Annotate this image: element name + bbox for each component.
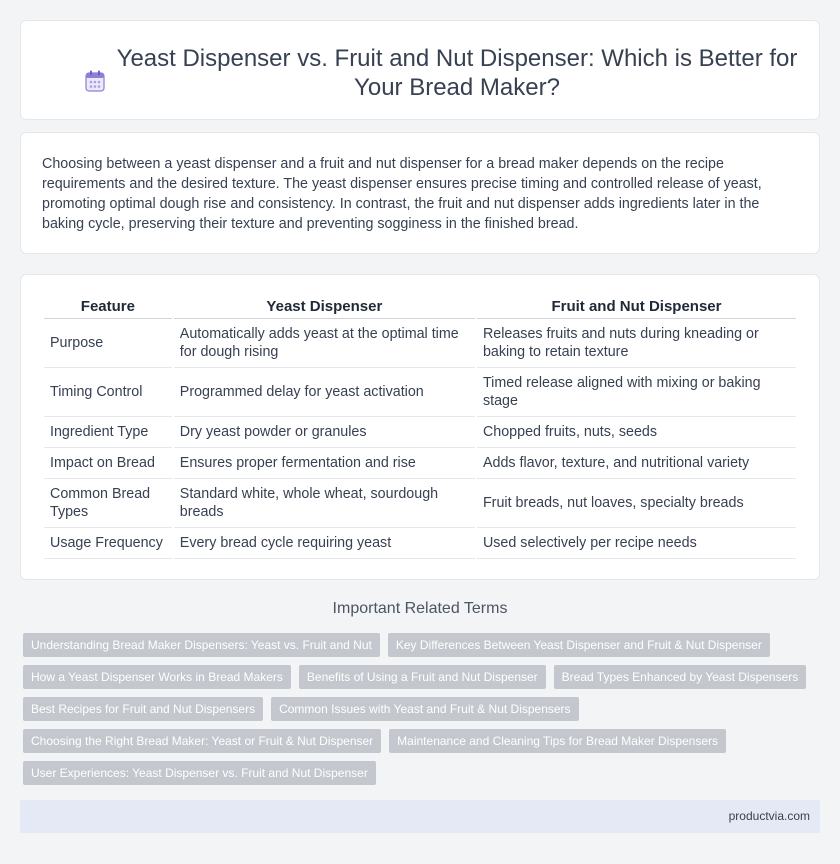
related-terms-heading: Important Related Terms	[332, 600, 508, 617]
table-header-row	[44, 295, 796, 319]
related-term-link[interactable]: Common Issues with Yeast and Fruit & Nut Dispensers	[271, 697, 578, 721]
header-fruit-nut-dispenser: Fruit and Nut Dispenser	[477, 295, 796, 319]
calendar-icon	[85, 70, 105, 92]
cell-fruit-nut: Releases fruits and nuts during kneading or baking to retain texture	[477, 319, 796, 368]
cell-yeast: Every bread cycle requiring yeast	[174, 528, 475, 559]
site-link[interactable]: productvia.com	[728, 809, 810, 823]
related-term-link[interactable]: User Experiences: Yeast Dispenser vs. Fruit and Nut Dispenser	[23, 761, 376, 785]
header-feature: Feature	[44, 295, 172, 319]
title-card	[20, 20, 820, 120]
cell-yeast: Automatically adds yeast at the optimal time for dough rising	[174, 319, 475, 368]
table-row	[44, 319, 796, 368]
cell-fruit-nut: Chopped fruits, nuts, seeds	[477, 417, 796, 448]
cell-feature: Ingredient Type	[44, 417, 172, 448]
cell-feature: Usage Frequency	[44, 528, 172, 559]
cell-yeast: Programmed delay for yeast activation	[174, 368, 475, 417]
cell-feature: Common Bread Types	[44, 479, 172, 528]
cell-yeast: Standard white, whole wheat, sourdough breads	[174, 479, 475, 528]
related-term-link[interactable]: Understanding Bread Maker Dispensers: Yeast vs. Fruit and Nut	[23, 633, 380, 657]
comparison-card	[20, 274, 820, 580]
related-terms-list	[20, 633, 820, 785]
cell-yeast: Ensures proper fermentation and rise	[174, 448, 475, 479]
header-yeast-dispenser: Yeast Dispenser	[174, 295, 475, 319]
related-term-link[interactable]: Choosing the Right Bread Maker: Yeast or Fruit & Nut Dispenser	[23, 729, 381, 753]
cell-feature: Timing Control	[44, 368, 172, 417]
related-term-link[interactable]: Maintenance and Cleaning Tips for Bread Maker Dispensers	[389, 729, 726, 753]
table-row	[44, 448, 796, 479]
related-term-link[interactable]: How a Yeast Dispenser Works in Bread Makers	[23, 665, 291, 689]
footer-bar	[20, 800, 820, 833]
table-row	[44, 368, 796, 417]
cell-fruit-nut: Used selectively per recipe needs	[477, 528, 796, 559]
intro-card	[20, 132, 820, 254]
cell-fruit-nut: Fruit breads, nut loaves, specialty breads	[477, 479, 796, 528]
cell-fruit-nut: Adds flavor, texture, and nutritional variety	[477, 448, 796, 479]
comparison-table	[42, 295, 798, 559]
cell-feature: Impact on Bread	[44, 448, 172, 479]
related-term-link[interactable]: Benefits of Using a Fruit and Nut Dispenser	[299, 665, 546, 689]
table-row	[44, 417, 796, 448]
intro-paragraph: Choosing between a yeast dispenser and a fruit and nut dispenser for a bread maker depends on the recipe requirements and the desired texture. The yeast dispenser ensures precise timing and controlled release of yeast, promoting optimal dough rise and consistency. In contrast, the fruit and nut dispenser adds ingredients later in the baking cycle, preserving their texture and preventing sogginess in the finished bread.	[42, 156, 762, 232]
related-term-link[interactable]: Key Differences Between Yeast Dispenser and Fruit & Nut Dispenser	[388, 633, 770, 657]
cell-yeast: Dry yeast powder or granules	[174, 417, 475, 448]
cell-feature: Purpose	[44, 319, 172, 368]
related-term-link[interactable]: Bread Types Enhanced by Yeast Dispensers	[554, 665, 807, 689]
related-term-link[interactable]: Best Recipes for Fruit and Nut Dispensers	[23, 697, 263, 721]
table-row	[44, 479, 796, 528]
cell-fruit-nut: Timed release aligned with mixing or baking stage	[477, 368, 796, 417]
table-row	[44, 528, 796, 559]
page-title: Yeast Dispenser vs. Fruit and Nut Dispenser: Which is Better for Your Bread Maker?	[116, 45, 798, 101]
